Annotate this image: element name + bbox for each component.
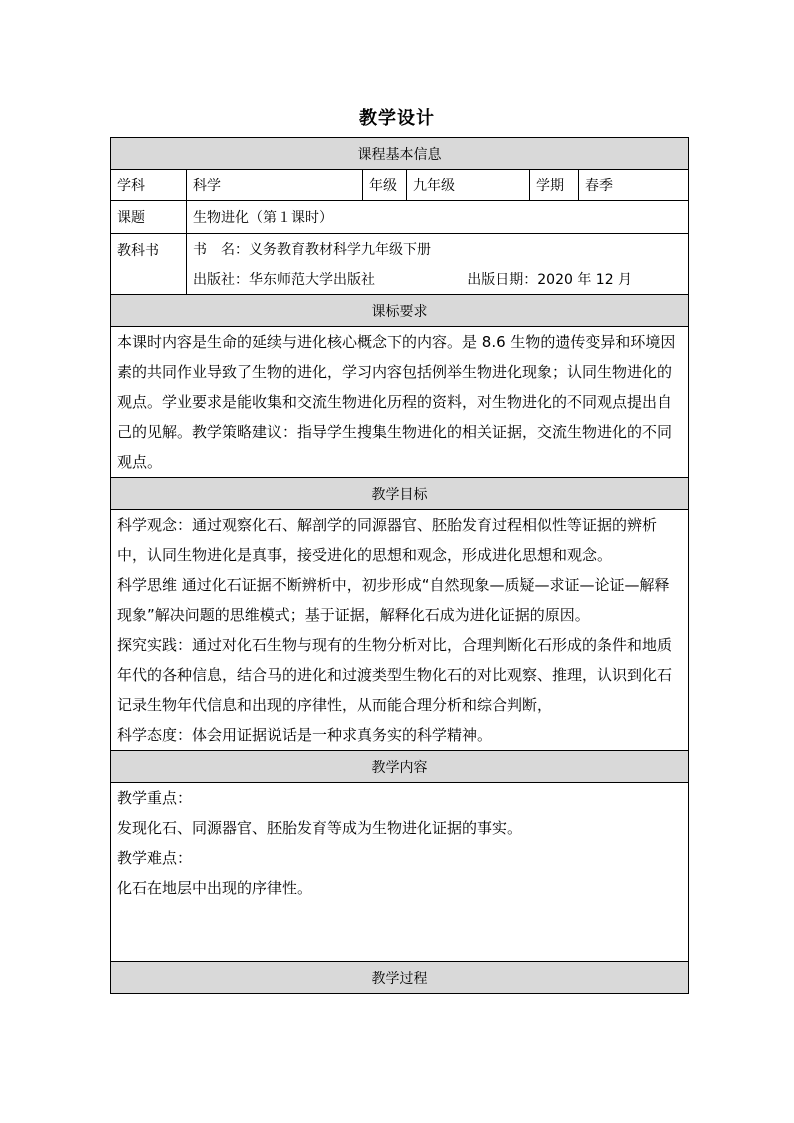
process-header: 教学过程	[111, 962, 689, 994]
topic-label: 课题	[111, 201, 187, 234]
publisher: 出版社：华东师范大学出版社	[193, 272, 375, 288]
term-value: 春季	[579, 170, 689, 201]
grade-label: 年级	[363, 170, 407, 201]
lesson-plan-table	[110, 137, 689, 994]
textbook-label: 教科书	[111, 234, 187, 295]
content-body	[111, 783, 689, 962]
term-label: 学期	[530, 170, 579, 201]
objectives-text	[111, 510, 689, 751]
textbook-name: 书 名：义务教育教材科学九年级下册	[187, 234, 689, 265]
topic-value: 生物进化（第１课时）	[187, 201, 689, 234]
key-point-text: 发现化石、同源器官、胚胎发育等成为生物进化证据的事实。	[117, 819, 523, 837]
curriculum-text	[111, 327, 689, 478]
basic-info-header: 课程基本信息	[111, 138, 689, 170]
curriculum-paragraph: 本课时内容是生命的延续与进化核心概念下的内容。是 8.6 生物的遗传变异和环境因素的共同作业导致了生物的进化，学习内容包括例举生物进化现象；认同生物进化的观点。学业要求是能收集和交流生物进化历程的资料，对生物进化的不同观点提出自己的见解。教学策略建议：指导学生搜集生物进化的相关证据，交流生物进化的不同观点。	[117, 333, 676, 471]
content-header: 教学内容	[111, 751, 689, 783]
objective-item: 科学思维 通过化石证据不断辨析中，初步形成“自然现象—质疑—求证—论证—解释现象”解决问题的思维模式；基于证据，解释化石成为进化证据的原因。	[117, 576, 670, 624]
page-title: 教学设计	[359, 108, 435, 129]
publish-date: 出版日期：2020 年 12 月	[467, 272, 633, 288]
objective-item: 科学观念：通过观察化石、解剖学的同源器官、胚胎发育过程相似性等证据的辨析中，认同生物进化是真事，接受进化的思想和观念，形成进化思想和观念。	[117, 516, 658, 564]
objectives-header: 教学目标	[111, 478, 689, 510]
objective-item: 科学态度：体会用证据说话是一种求真务实的科学精神。	[117, 726, 493, 744]
objective-item: 探究实践：通过对化石生物与现有的生物分析对比，合理判断化石形成的条件和地质年代的各种信息，结合马的进化和过渡类型生物化石的对比观察、推理，认识到化石记录生物年代信息和出现的序律性，从而能合理分析和综合判断，	[117, 636, 673, 714]
subject-label: 学科	[111, 170, 187, 201]
subject-value: 科学	[187, 170, 363, 201]
key-point-label: 教学重点：	[117, 789, 193, 807]
grade-value: 九年级	[407, 170, 530, 201]
difficult-point-label: 教学难点：	[117, 849, 193, 867]
curriculum-header: 课标要求	[111, 295, 689, 327]
difficult-point-text: 化石在地层中出现的序律性。	[117, 879, 313, 897]
publisher-line	[187, 264, 689, 295]
